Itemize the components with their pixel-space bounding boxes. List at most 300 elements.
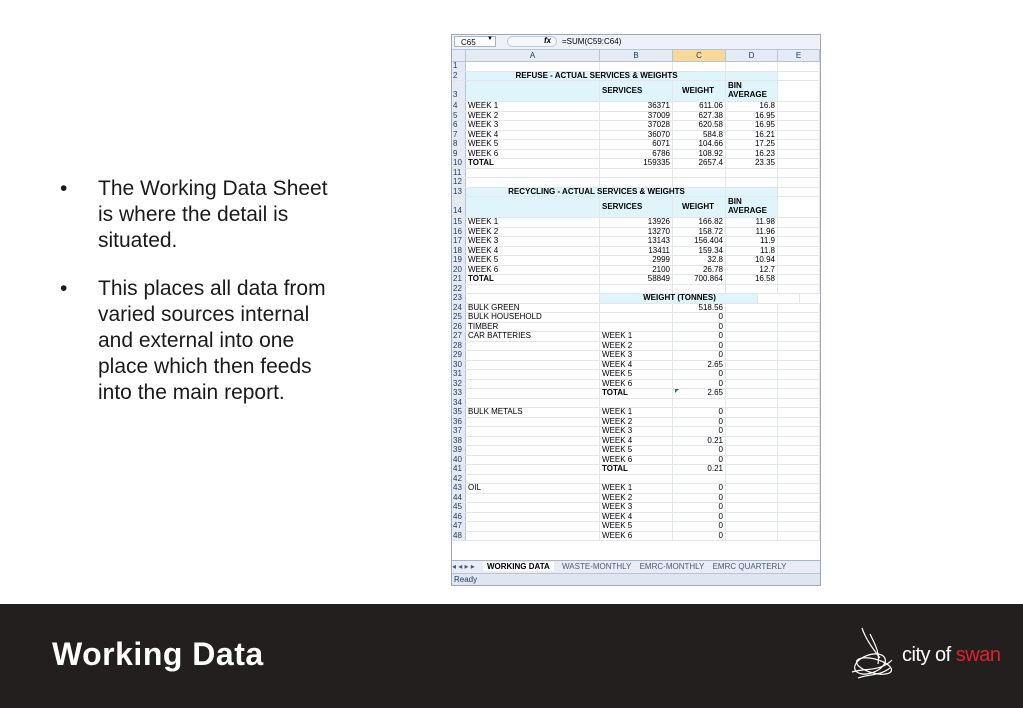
cell-e[interactable] <box>778 532 820 541</box>
row-number[interactable]: 40 <box>452 456 466 465</box>
cell-e[interactable] <box>778 112 820 121</box>
cell-a[interactable] <box>466 399 600 408</box>
cell-c[interactable]: 166.82 <box>673 218 726 227</box>
table-row <box>452 237 820 247</box>
row-number[interactable]: 26 <box>452 323 466 332</box>
status-bar: Ready <box>452 573 820 585</box>
cell-b[interactable]: WEEK 5 <box>600 446 673 455</box>
cell-a[interactable] <box>466 437 600 446</box>
cell-b[interactable]: 58849 <box>600 275 673 284</box>
cell-a[interactable] <box>466 513 600 522</box>
cell-d[interactable]: 11.98 <box>726 218 778 227</box>
cell-a[interactable]: BULK GREEN <box>466 304 600 313</box>
row-number[interactable]: 25 <box>452 313 466 322</box>
cell-c[interactable]: 2.65 <box>673 389 726 398</box>
cell-a[interactable] <box>466 456 600 465</box>
cell-c[interactable]: 2657.4 <box>673 159 726 168</box>
row-number[interactable]: 28 <box>452 342 466 351</box>
tab-emrc-quarterly[interactable]: EMRC QUARTERLY <box>712 562 787 571</box>
formula-input[interactable]: =SUM(C59:C64) <box>562 37 622 46</box>
cell-b[interactable]: 6786 <box>600 150 673 159</box>
cell-c[interactable]: 104.66 <box>673 140 726 149</box>
cell-c[interactable]: 159.34 <box>673 247 726 256</box>
cell-d[interactable] <box>726 475 778 484</box>
cell-b[interactable]: 13411 <box>600 247 673 256</box>
cell-b[interactable]: 13143 <box>600 237 673 246</box>
cell-e[interactable] <box>778 256 820 265</box>
cell-d[interactable] <box>726 522 778 531</box>
cell-d[interactable] <box>726 484 778 493</box>
cell-c[interactable]: 0 <box>673 380 726 389</box>
cell-d[interactable] <box>726 323 778 332</box>
cell-a[interactable]: WEEK 5 <box>466 140 600 149</box>
cell-c[interactable]: 627.38 <box>673 112 726 121</box>
cell-c[interactable]: 0.21 <box>673 465 726 474</box>
cell-d[interactable]: 23.35 <box>726 159 778 168</box>
cell-a[interactable] <box>466 361 600 370</box>
cell-d[interactable] <box>726 361 778 370</box>
cell-a[interactable]: WEEK 5 <box>466 256 600 265</box>
cell-d[interactable] <box>726 304 778 313</box>
cell-b[interactable]: WEEK 4 <box>600 513 673 522</box>
cell-e[interactable] <box>778 304 820 313</box>
error-indicator-icon <box>675 389 679 393</box>
cell-e[interactable] <box>778 361 820 370</box>
cell-b[interactable]: WEEK 6 <box>600 456 673 465</box>
spreadsheet-screenshot <box>451 34 821 586</box>
row-number[interactable]: 19 <box>452 256 466 265</box>
cell-d[interactable] <box>726 399 778 408</box>
tab-working-data[interactable]: WORKING DATA <box>483 562 554 571</box>
table-row <box>452 427 820 437</box>
cell-d[interactable] <box>726 437 778 446</box>
cell-b[interactable]: WEEK 5 <box>600 370 673 379</box>
cell-b[interactable]: 2100 <box>600 266 673 275</box>
cell-e[interactable] <box>778 313 820 322</box>
cell-b[interactable]: WEEK 2 <box>600 342 673 351</box>
cell-b[interactable]: WEEK 1 <box>600 332 673 341</box>
cell-d[interactable]: 16.8 <box>726 102 778 111</box>
column-header-c[interactable]: C <box>673 50 726 61</box>
column-header-a[interactable]: A <box>466 50 600 61</box>
cell-e[interactable] <box>778 437 820 446</box>
cell-d[interactable]: 16.23 <box>726 150 778 159</box>
cell-d[interactable] <box>726 313 778 322</box>
cell-e[interactable] <box>778 503 820 512</box>
cell-c[interactable]: 26.78 <box>673 266 726 275</box>
cell-b[interactable]: WEEK 2 <box>600 494 673 503</box>
cell-d[interactable]: 10.94 <box>726 256 778 265</box>
cell-a[interactable]: TOTAL <box>466 159 600 168</box>
cell-e[interactable] <box>778 370 820 379</box>
cell-c[interactable]: 584.8 <box>673 131 726 140</box>
recycling-rows <box>452 218 820 285</box>
cell-e[interactable] <box>778 332 820 341</box>
cell-e[interactable] <box>778 121 820 130</box>
cell-a[interactable] <box>466 418 600 427</box>
row-number[interactable]: 15 <box>452 218 466 227</box>
swan-logo-icon <box>840 620 904 692</box>
cell-c[interactable]: 700.864 <box>673 275 726 284</box>
table-row <box>452 131 820 141</box>
table-row: 14 SERVICES WEIGHT BIN AVERAGE <box>452 197 820 218</box>
cell-b[interactable]: 13926 <box>600 218 673 227</box>
cell-d[interactable]: 11.9 <box>726 237 778 246</box>
cell-c[interactable]: 156.404 <box>673 237 726 246</box>
cell-e[interactable] <box>778 150 820 159</box>
cell-c[interactable]: 32.8 <box>673 256 726 265</box>
page-title: Working Data <box>52 636 264 672</box>
cell-c[interactable]: 611.06 <box>673 102 726 111</box>
row-number[interactable]: 7 <box>452 131 466 140</box>
row-number[interactable]: 21 <box>452 275 466 284</box>
cell-a[interactable] <box>466 475 600 484</box>
cell-c[interactable]: 0 <box>673 522 726 531</box>
cell-c[interactable]: 0 <box>673 370 726 379</box>
cell-e[interactable] <box>778 131 820 140</box>
select-all-corner[interactable] <box>452 50 466 61</box>
cell-e[interactable] <box>778 218 820 227</box>
table-row <box>452 446 820 456</box>
cell-e[interactable] <box>778 389 820 398</box>
table-row: 12 <box>452 178 820 188</box>
cell-a[interactable] <box>466 503 600 512</box>
cell-a[interactable]: WEEK 1 <box>466 218 600 227</box>
cell-b[interactable]: WEEK 3 <box>600 503 673 512</box>
cell-e[interactable] <box>778 323 820 332</box>
table-row: 22 <box>452 285 820 295</box>
table-row: 23 WEIGHT (TONNES) <box>452 294 820 304</box>
row-number[interactable]: 10 <box>452 159 466 168</box>
column-header-e[interactable]: E <box>778 50 820 61</box>
hdr-weight: WEIGHT <box>673 197 726 217</box>
table-row <box>452 361 820 371</box>
row-number[interactable]: 39 <box>452 446 466 455</box>
bullet-dot-icon: • <box>60 177 68 200</box>
cell-d[interactable] <box>726 494 778 503</box>
cell-e[interactable] <box>778 380 820 389</box>
table-row: 1 <box>452 62 820 72</box>
row-number[interactable]: 5 <box>452 112 466 121</box>
table-row: 11 <box>452 169 820 179</box>
cell-d[interactable] <box>726 513 778 522</box>
cell-c[interactable]: 0 <box>673 323 726 332</box>
cell-d[interactable] <box>726 408 778 417</box>
cell-a[interactable] <box>466 522 600 531</box>
table-row <box>452 275 820 285</box>
cell-c[interactable]: 108.92 <box>673 150 726 159</box>
cell-b[interactable]: WEEK 6 <box>600 380 673 389</box>
cell-c[interactable]: 0 <box>673 418 726 427</box>
cell-c[interactable]: 0 <box>673 351 726 360</box>
bulk-rows <box>452 304 820 542</box>
cell-e[interactable] <box>778 247 820 256</box>
row-number[interactable]: 41 <box>452 465 466 474</box>
cell-e[interactable] <box>778 494 820 503</box>
cell-d[interactable] <box>726 465 778 474</box>
cell-c[interactable]: 0 <box>673 532 726 541</box>
table-row <box>452 437 820 447</box>
cell-a[interactable]: WEEK 6 <box>466 150 600 159</box>
cell-b[interactable]: WEEK 6 <box>600 532 673 541</box>
cell-e[interactable] <box>778 140 820 149</box>
cell-a[interactable] <box>466 494 600 503</box>
row-number[interactable]: 29 <box>452 351 466 360</box>
cell-c[interactable]: 0 <box>673 342 726 351</box>
cell-d[interactable] <box>726 342 778 351</box>
cell-c[interactable]: 0 <box>673 484 726 493</box>
cell-c[interactable] <box>673 399 726 408</box>
cell-c[interactable]: 0 <box>673 513 726 522</box>
cell-e[interactable] <box>778 484 820 493</box>
cell-b[interactable]: 13270 <box>600 228 673 237</box>
cell-c[interactable]: 2.65 <box>673 361 726 370</box>
weight-tonnes-title: WEIGHT (TONNES) <box>600 294 758 303</box>
cell-d[interactable] <box>726 418 778 427</box>
cell-d[interactable]: 16.95 <box>726 112 778 121</box>
cell-b[interactable]: 37009 <box>600 112 673 121</box>
cell-a[interactable]: WEEK 2 <box>466 112 600 121</box>
column-header-b[interactable]: B <box>600 50 673 61</box>
cell-c[interactable]: 0 <box>673 427 726 436</box>
cell-e[interactable] <box>778 275 820 284</box>
cell-e[interactable] <box>778 408 820 417</box>
hdr-weight: WEIGHT <box>673 81 726 101</box>
cell-d[interactable] <box>726 456 778 465</box>
cell-c[interactable] <box>673 475 726 484</box>
cell-a[interactable]: WEEK 4 <box>466 131 600 140</box>
cell-c[interactable]: 0 <box>673 408 726 417</box>
row-number[interactable]: 37 <box>452 427 466 436</box>
cell-b[interactable]: 159335 <box>600 159 673 168</box>
row-number[interactable]: 6 <box>452 121 466 130</box>
row-number[interactable]: 20 <box>452 266 466 275</box>
cell-a[interactable]: CAR BATTERIES <box>466 332 600 341</box>
cell-d[interactable]: 16.58 <box>726 275 778 284</box>
tab-nav-arrows-icon[interactable]: ◂ ◂ ▸ ▸ <box>452 562 475 571</box>
cell-b[interactable]: WEEK 4 <box>600 361 673 370</box>
row-number[interactable]: 24 <box>452 304 466 313</box>
cell-a[interactable] <box>466 342 600 351</box>
cell-d[interactable] <box>726 389 778 398</box>
cell-d[interactable] <box>726 446 778 455</box>
cell-c[interactable]: 0.21 <box>673 437 726 446</box>
cell-a[interactable]: BULK HOUSEHOLD <box>466 313 600 322</box>
cell-e[interactable] <box>778 427 820 436</box>
cell-a[interactable]: WEEK 4 <box>466 247 600 256</box>
cell-d[interactable] <box>726 380 778 389</box>
cell-e[interactable] <box>778 237 820 246</box>
cell-a[interactable]: TOTAL <box>466 275 600 284</box>
row-number[interactable]: 32 <box>452 380 466 389</box>
cell-d[interactable]: 16.21 <box>726 131 778 140</box>
cell-b[interactable] <box>600 323 673 332</box>
city-of-swan-logo <box>840 620 1000 692</box>
table-row <box>452 351 820 361</box>
cell-e[interactable] <box>778 399 820 408</box>
row-number[interactable]: 38 <box>452 437 466 446</box>
logo-wordmark: city of swan <box>902 644 1001 666</box>
cell-b[interactable]: 2999 <box>600 256 673 265</box>
cell-a[interactable]: WEEK 1 <box>466 102 600 111</box>
cell-b[interactable]: TOTAL <box>600 389 673 398</box>
cell-b[interactable]: WEEK 3 <box>600 427 673 436</box>
cell-c[interactable]: 0 <box>673 446 726 455</box>
row-number[interactable]: 33 <box>452 389 466 398</box>
cell-e[interactable] <box>778 342 820 351</box>
table-row <box>452 494 820 504</box>
row-number[interactable]: 36 <box>452 418 466 427</box>
hdr-services: SERVICES <box>600 197 673 217</box>
cell-a[interactable] <box>466 370 600 379</box>
bullet-item: • This places all data from varied sources internal and external into one place which then feeds into the main report. <box>60 277 326 404</box>
cell-e[interactable] <box>778 418 820 427</box>
name-box[interactable]: C65 <box>454 36 496 47</box>
row-number[interactable]: 18 <box>452 247 466 256</box>
cell-a[interactable] <box>466 446 600 455</box>
column-header-d[interactable]: D <box>726 50 778 61</box>
table-row <box>452 218 820 228</box>
refuse-title: REFUSE - ACTUAL SERVICES & WEIGHTS <box>466 72 726 81</box>
row-number[interactable]: 34 <box>452 399 466 408</box>
cell-d[interactable]: 16.95 <box>726 121 778 130</box>
row-number[interactable]: 31 <box>452 370 466 379</box>
cell-a[interactable] <box>466 389 600 398</box>
table-row <box>452 150 820 160</box>
cell-e[interactable] <box>778 513 820 522</box>
cell-b[interactable] <box>600 304 673 313</box>
table-row <box>452 408 820 418</box>
cell-d[interactable]: 11.96 <box>726 228 778 237</box>
table-row <box>452 266 820 276</box>
cell-b[interactable]: TOTAL <box>600 465 673 474</box>
cell-b[interactable]: WEEK 1 <box>600 408 673 417</box>
cell-b[interactable]: 36371 <box>600 102 673 111</box>
cell-e[interactable] <box>778 266 820 275</box>
cell-e[interactable] <box>778 522 820 531</box>
row-number[interactable]: 4 <box>452 102 466 111</box>
cell-b[interactable]: WEEK 2 <box>600 418 673 427</box>
table-row <box>452 112 820 122</box>
cell-a[interactable]: WEEK 3 <box>466 237 600 246</box>
row-number[interactable]: 43 <box>452 484 466 493</box>
hdr-services: SERVICES <box>600 81 673 101</box>
row-number[interactable]: 30 <box>452 361 466 370</box>
cell-c[interactable]: 518.56 <box>673 304 726 313</box>
row-number[interactable]: 47 <box>452 522 466 531</box>
tab-waste-monthly[interactable]: WASTE-MONTHLY <box>562 562 632 571</box>
cell-d[interactable] <box>726 532 778 541</box>
cell-b[interactable]: 37028 <box>600 121 673 130</box>
cell-a[interactable] <box>466 465 600 474</box>
row-number[interactable]: 9 <box>452 150 466 159</box>
cell-d[interactable] <box>726 351 778 360</box>
cell-b[interactable] <box>600 313 673 322</box>
cell-a[interactable]: WEEK 6 <box>466 266 600 275</box>
recycling-title: RECYCLING - ACTUAL SERVICES & WEIGHTS <box>466 188 726 197</box>
cell-e[interactable] <box>778 456 820 465</box>
table-row <box>452 304 820 314</box>
table-row <box>452 418 820 428</box>
row-number[interactable]: 8 <box>452 140 466 149</box>
cell-e[interactable] <box>778 159 820 168</box>
row-number[interactable]: 48 <box>452 532 466 541</box>
row-number[interactable]: 16 <box>452 228 466 237</box>
cell-a[interactable] <box>466 532 600 541</box>
cell-b[interactable]: WEEK 3 <box>600 351 673 360</box>
sheet-grid[interactable] <box>452 62 820 541</box>
cell-b[interactable] <box>600 475 673 484</box>
cell-c[interactable]: 0 <box>673 456 726 465</box>
cell-b[interactable]: WEEK 4 <box>600 437 673 446</box>
cell-a[interactable]: TIMBER <box>466 323 600 332</box>
cell-d[interactable]: 17.25 <box>726 140 778 149</box>
function-icon[interactable]: fx <box>544 36 552 45</box>
cell-a[interactable] <box>466 351 600 360</box>
cell-c[interactable]: 620.58 <box>673 121 726 130</box>
tab-emrc-monthly[interactable]: EMRC-MONTHLY <box>639 562 705 571</box>
cell-d[interactable]: 11.8 <box>726 247 778 256</box>
cell-a[interactable]: WEEK 2 <box>466 228 600 237</box>
cell-b[interactable]: 6071 <box>600 140 673 149</box>
cell-e[interactable] <box>778 228 820 237</box>
table-row: 2 REFUSE - ACTUAL SERVICES & WEIGHTS <box>452 72 820 82</box>
cell-d[interactable] <box>726 427 778 436</box>
cell-c[interactable]: 0 <box>673 332 726 341</box>
cell-e[interactable] <box>778 102 820 111</box>
table-row: 13 RECYCLING - ACTUAL SERVICES & WEIGHTS <box>452 188 820 198</box>
cell-b[interactable]: 36070 <box>600 131 673 140</box>
chevron-down-icon[interactable]: ▼ <box>487 36 493 42</box>
row-number[interactable]: 45 <box>452 503 466 512</box>
hdr-average: AVERAGE <box>728 90 767 99</box>
cell-a[interactable] <box>466 427 600 436</box>
bullet-list <box>60 176 330 428</box>
cell-a[interactable]: WEEK 3 <box>466 121 600 130</box>
cell-a[interactable]: BULK METALS <box>466 408 600 417</box>
table-row <box>452 313 820 323</box>
cell-b[interactable]: WEEK 1 <box>600 484 673 493</box>
cell-e[interactable] <box>778 475 820 484</box>
cell-c[interactable]: 0 <box>673 494 726 503</box>
row-number[interactable]: 35 <box>452 408 466 417</box>
cell-c[interactable]: 0 <box>673 313 726 322</box>
cell-d[interactable] <box>726 503 778 512</box>
row-number[interactable]: 27 <box>452 332 466 341</box>
row-number[interactable]: 44 <box>452 494 466 503</box>
cell-c[interactable]: 0 <box>673 503 726 512</box>
table-row <box>452 475 820 485</box>
cell-d[interactable] <box>726 370 778 379</box>
cell-c[interactable]: 158.72 <box>673 228 726 237</box>
bullet-dot-icon: • <box>60 277 68 300</box>
cell-e[interactable] <box>778 446 820 455</box>
table-row <box>452 102 820 112</box>
cell-d[interactable]: 12.7 <box>726 266 778 275</box>
hdr-average: AVERAGE <box>728 206 767 215</box>
hdr-bin: BIN <box>728 197 742 206</box>
cell-e[interactable] <box>778 465 820 474</box>
cell-e[interactable] <box>778 351 820 360</box>
cell-a[interactable] <box>466 380 600 389</box>
row-number[interactable]: 42 <box>452 475 466 484</box>
cell-a[interactable]: OIL <box>466 484 600 493</box>
cell-d[interactable] <box>726 332 778 341</box>
row-number[interactable]: 46 <box>452 513 466 522</box>
cell-b[interactable] <box>600 399 673 408</box>
cell-b[interactable]: WEEK 5 <box>600 522 673 531</box>
row-number[interactable]: 17 <box>452 237 466 246</box>
